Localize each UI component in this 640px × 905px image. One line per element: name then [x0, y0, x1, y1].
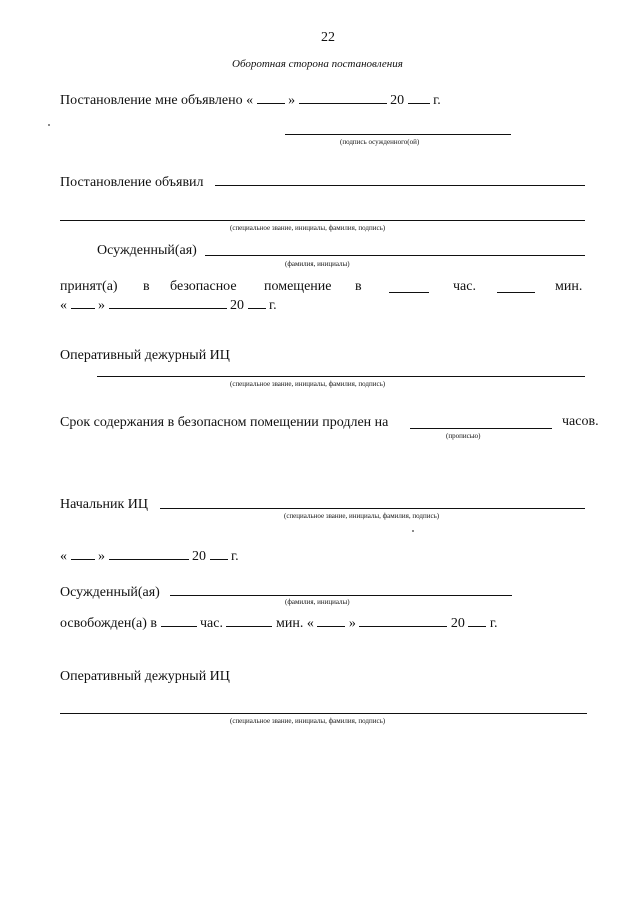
released-convict-name-line[interactable]	[170, 595, 512, 596]
accepted-word-3: безопасное	[170, 279, 237, 294]
accepted-word-4: помещение	[264, 279, 332, 294]
release-hour-unit: час.	[200, 616, 223, 631]
convict-label: Осужденный(ая)	[97, 243, 197, 258]
scan-speck	[412, 530, 414, 532]
release-month-field[interactable]	[359, 615, 447, 627]
year-suffix: г.	[433, 93, 441, 108]
head-date-row	[60, 548, 239, 565]
year-prefix: 20	[230, 298, 244, 313]
accepted-word-2: в	[143, 279, 150, 294]
year-suffix: г.	[489, 616, 498, 631]
head-year-field[interactable]	[210, 548, 228, 560]
accepted-hour-field[interactable]	[389, 292, 429, 293]
day-field[interactable]	[257, 92, 285, 104]
convict-name-line[interactable]	[205, 255, 585, 256]
released-convict-label: Осужденный(ая)	[60, 585, 160, 600]
month-field[interactable]	[299, 92, 387, 104]
head-caption: (специальное звание, инициалы, фамилия, подпись)	[284, 512, 440, 520]
scan-speck	[48, 124, 50, 126]
accepted-minute-unit: мин.	[555, 279, 583, 294]
convict-signature-caption: (подпись осужденного(ой)	[340, 138, 420, 146]
release-row	[60, 615, 498, 632]
page-header: Оборотная сторона постановления	[232, 58, 403, 70]
year-prefix: 20	[450, 616, 465, 631]
convict-name-caption: (фамилия, инициалы)	[285, 260, 350, 268]
accepted-day-field[interactable]	[71, 297, 95, 309]
quote-open: «	[60, 298, 67, 313]
page-number: 22	[321, 30, 335, 45]
duty-officer-signature-line-1[interactable]	[97, 376, 585, 377]
announcement-row	[60, 92, 441, 109]
extension-hours-field[interactable]	[410, 428, 552, 429]
year-prefix: 20	[192, 549, 206, 564]
year-suffix: г.	[231, 549, 239, 564]
year-prefix: 20	[390, 93, 405, 108]
release-minute-field[interactable]	[226, 615, 272, 627]
duty-officer-signature-line-2[interactable]	[60, 713, 587, 714]
extension-caption: (прописью)	[446, 432, 481, 440]
accepted-word-5: в	[355, 279, 362, 294]
quote-close: »	[98, 549, 105, 564]
head-day-field[interactable]	[71, 548, 95, 560]
year-suffix: г.	[269, 298, 277, 313]
accepted-year-field[interactable]	[248, 297, 266, 309]
quote-close: »	[98, 298, 105, 313]
announced-by-label: Постановление объявил	[60, 175, 204, 190]
duty-officer-label-2: Оперативный дежурный ИЦ	[60, 669, 230, 684]
extension-suffix: часов.	[562, 414, 599, 429]
released-convict-caption: (фамилия, инициалы)	[285, 598, 350, 606]
duty-officer-caption-1: (специальное звание, инициалы, фамилия, подпись)	[230, 380, 386, 388]
accepted-date-row	[60, 297, 277, 314]
duty-officer-caption-2: (специальное звание, инициалы, фамилия, подпись)	[230, 717, 386, 725]
accepted-minute-field[interactable]	[497, 292, 535, 293]
head-label: Начальник ИЦ	[60, 497, 149, 512]
year-field[interactable]	[408, 92, 430, 104]
quote-close: »	[348, 616, 356, 631]
quote-open: «	[60, 549, 67, 564]
release-hour-field[interactable]	[161, 615, 197, 627]
release-year-field[interactable]	[468, 615, 486, 627]
announcement-label: Постановление мне объявлено «	[60, 93, 254, 108]
accepted-word-1: принят(а)	[60, 279, 118, 294]
release-day-field[interactable]	[317, 615, 345, 627]
announced-by-line[interactable]	[215, 185, 585, 186]
release-label: освобожден(а) в	[60, 616, 158, 631]
accepted-month-field[interactable]	[109, 297, 227, 309]
announced-by-signature-line[interactable]	[60, 220, 585, 221]
convict-signature-line[interactable]	[285, 134, 511, 135]
extension-label: Срок содержания в безопасном помещении продлен на	[60, 415, 389, 430]
announced-by-caption: (специальное звание, инициалы, фамилия, подпись)	[230, 224, 386, 232]
head-month-field[interactable]	[109, 548, 189, 560]
head-signature-line[interactable]	[160, 508, 585, 509]
duty-officer-label-1: Оперативный дежурный ИЦ	[60, 348, 230, 363]
quote-close: »	[288, 93, 296, 108]
release-minute-unit: мин. «	[275, 616, 314, 631]
accepted-hour-unit: час.	[453, 279, 476, 294]
